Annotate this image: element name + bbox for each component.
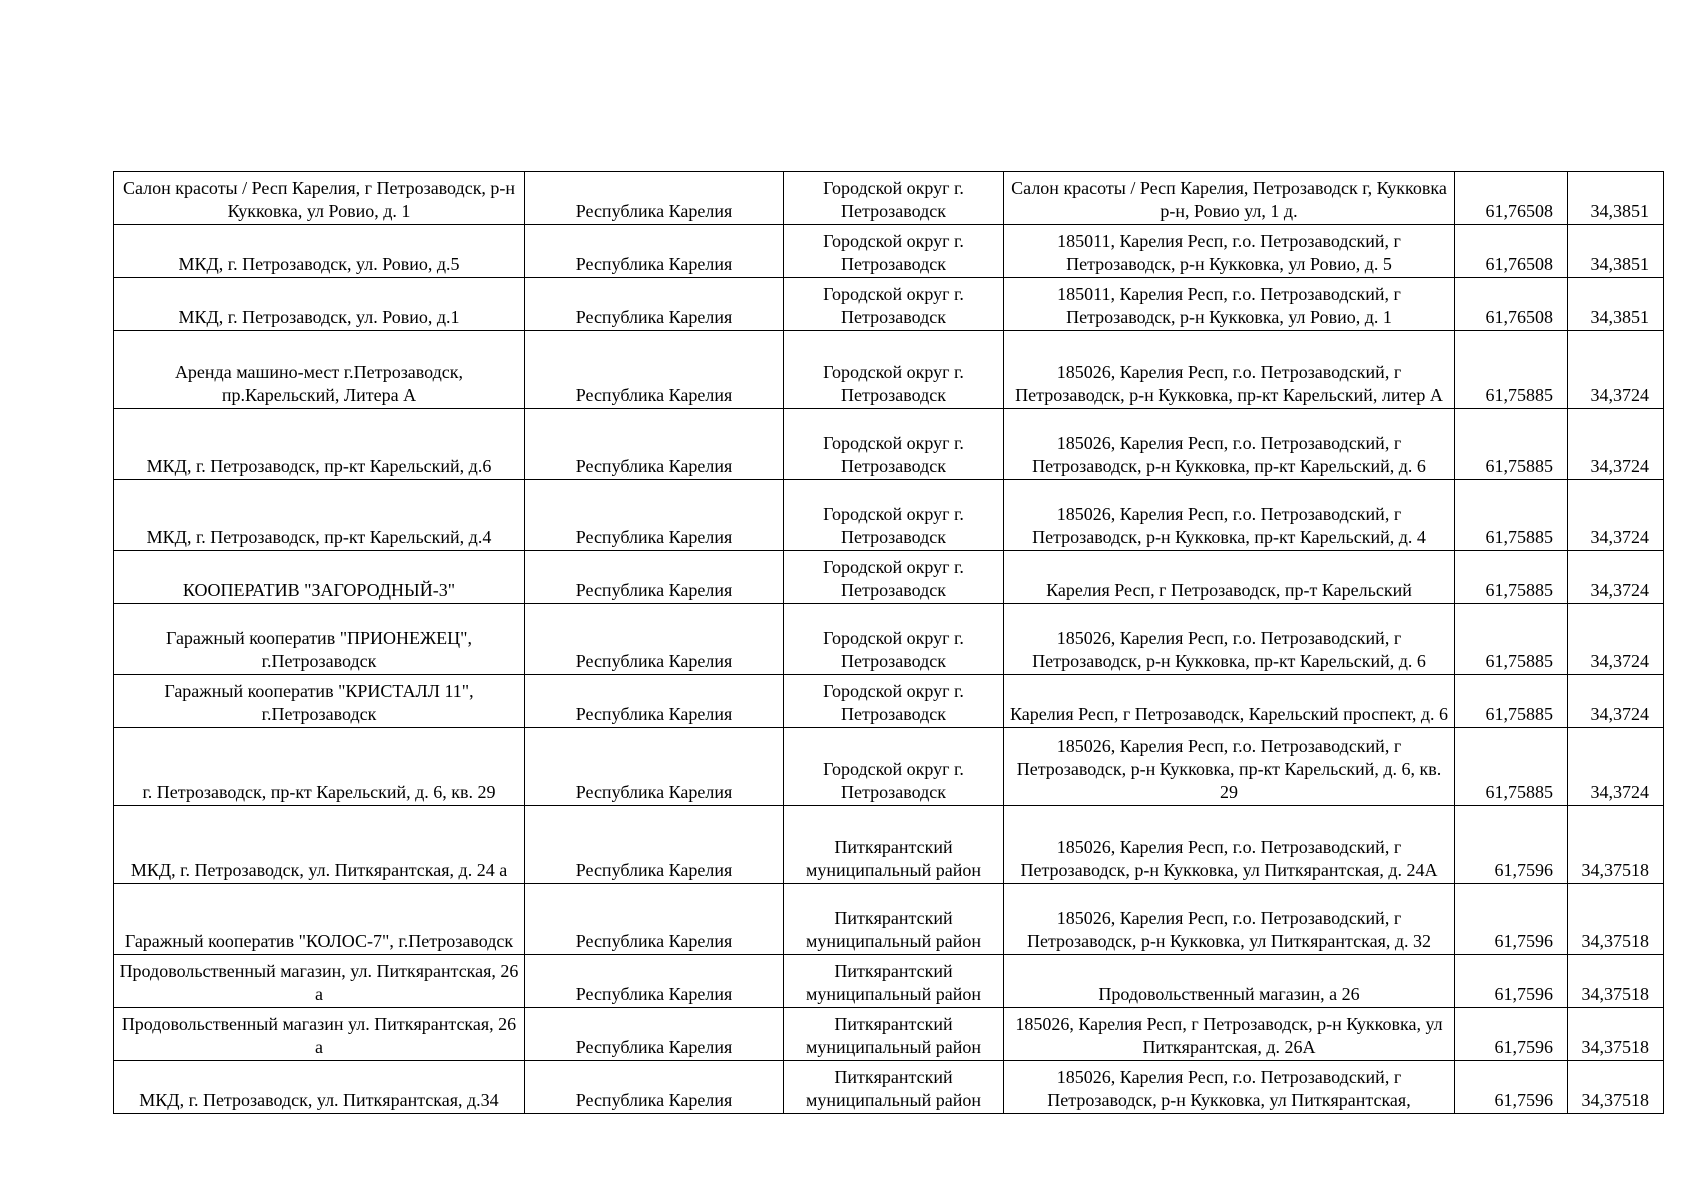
- object-name-cell: Гаражный кооператив "КРИСТАЛЛ 11", г.Петрозаводск: [114, 675, 525, 728]
- object-name-cell: Продовольственный магазин, ул. Питкярантская, 26 а: [114, 955, 525, 1008]
- object-name-cell: МКД, г. Петрозаводск, ул. Питкярантская, д. 24 а: [114, 806, 525, 884]
- region-cell: Республика Карелия: [525, 604, 784, 675]
- table-row: [114, 728, 1664, 806]
- district-cell: Городской округ г. Петрозаводск: [784, 604, 1004, 675]
- table-row: [114, 1061, 1664, 1114]
- object-name-cell: МКД, г. Петрозаводск, ул. Ровио, д.1: [114, 278, 525, 331]
- district-cell: Городской округ г. Петрозаводск: [784, 728, 1004, 806]
- district-cell: Питкярантский муниципальный район: [784, 806, 1004, 884]
- district-cell: Городской округ г. Петрозаводск: [784, 409, 1004, 480]
- longitude-cell: 34,3724: [1568, 604, 1664, 675]
- region-cell: Республика Карелия: [525, 728, 784, 806]
- table-row: [114, 278, 1664, 331]
- object-name-cell: Салон красоты / Респ Карелия, г Петрозаводск, р-н Кукковка, ул Ровио, д. 1: [114, 172, 525, 225]
- region-cell: Республика Карелия: [525, 955, 784, 1008]
- object-name-cell: Продовольственный магазин ул. Питкярантская, 26 а: [114, 1008, 525, 1061]
- latitude-cell: 61,7596: [1455, 955, 1568, 1008]
- table-row: [114, 1008, 1664, 1061]
- region-cell: Республика Карелия: [525, 278, 784, 331]
- address-cell: Продовольственный магазин, а 26: [1004, 955, 1455, 1008]
- latitude-cell: 61,75885: [1455, 480, 1568, 551]
- address-cell: Карелия Респ, г Петрозаводск, Карельский проспект, д. 6: [1004, 675, 1455, 728]
- latitude-cell: 61,75885: [1455, 409, 1568, 480]
- district-cell: Городской округ г. Петрозаводск: [784, 480, 1004, 551]
- table-row: [114, 172, 1664, 225]
- region-cell: Республика Карелия: [525, 675, 784, 728]
- address-table: [113, 171, 1664, 1114]
- district-cell: Питкярантский муниципальный район: [784, 1061, 1004, 1114]
- latitude-cell: 61,75885: [1455, 675, 1568, 728]
- longitude-cell: 34,3724: [1568, 728, 1664, 806]
- address-cell: 185011, Карелия Респ, г.о. Петрозаводский, г Петрозаводск, р-н Кукковка, ул Ровио, д. 1: [1004, 278, 1455, 331]
- district-cell: Питкярантский муниципальный район: [784, 1008, 1004, 1061]
- district-cell: Питкярантский муниципальный район: [784, 955, 1004, 1008]
- latitude-cell: 61,7596: [1455, 806, 1568, 884]
- address-cell: Салон красоты / Респ Карелия, Петрозаводск г, Кукковка р-н, Ровио ул, 1 д.: [1004, 172, 1455, 225]
- address-cell: 185026, Карелия Респ, г.о. Петрозаводский, г Петрозаводск, р-н Кукковка, ул Питкярантская, д. 32: [1004, 884, 1455, 955]
- table-row: [114, 806, 1664, 884]
- longitude-cell: 34,37518: [1568, 884, 1664, 955]
- latitude-cell: 61,7596: [1455, 884, 1568, 955]
- region-cell: Республика Карелия: [525, 551, 784, 604]
- district-cell: Городской округ г. Петрозаводск: [784, 172, 1004, 225]
- region-cell: Республика Карелия: [525, 225, 784, 278]
- longitude-cell: 34,3724: [1568, 480, 1664, 551]
- longitude-cell: 34,37518: [1568, 1061, 1664, 1114]
- region-cell: Республика Карелия: [525, 1008, 784, 1061]
- district-cell: Городской округ г. Петрозаводск: [784, 225, 1004, 278]
- longitude-cell: 34,3724: [1568, 551, 1664, 604]
- table-row: [114, 331, 1664, 409]
- address-cell: 185026, Карелия Респ, г.о. Петрозаводский, г Петрозаводск, р-н Кукковка, пр-кт Карельский, д. 4: [1004, 480, 1455, 551]
- longitude-cell: 34,3724: [1568, 675, 1664, 728]
- object-name-cell: МКД, г. Петрозаводск, ул. Ровио, д.5: [114, 225, 525, 278]
- longitude-cell: 34,3724: [1568, 331, 1664, 409]
- longitude-cell: 34,37518: [1568, 955, 1664, 1008]
- region-cell: Республика Карелия: [525, 1061, 784, 1114]
- latitude-cell: 61,76508: [1455, 172, 1568, 225]
- latitude-cell: 61,76508: [1455, 278, 1568, 331]
- table-row: [114, 675, 1664, 728]
- longitude-cell: 34,3851: [1568, 225, 1664, 278]
- object-name-cell: г. Петрозаводск, пр-кт Карельский, д. 6, кв. 29: [114, 728, 525, 806]
- latitude-cell: 61,76508: [1455, 225, 1568, 278]
- district-cell: Городской округ г. Петрозаводск: [784, 331, 1004, 409]
- table-row: [114, 409, 1664, 480]
- address-cell: Карелия Респ, г Петрозаводск, пр-т Карельский: [1004, 551, 1455, 604]
- address-cell: 185026, Карелия Респ, г.о. Петрозаводский, г Петрозаводск, р-н Кукковка, пр-кт Карельский, д. 6: [1004, 409, 1455, 480]
- district-cell: Городской округ г. Петрозаводск: [784, 278, 1004, 331]
- longitude-cell: 34,3851: [1568, 278, 1664, 331]
- longitude-cell: 34,3724: [1568, 409, 1664, 480]
- district-cell: Питкярантский муниципальный район: [784, 884, 1004, 955]
- latitude-cell: 61,75885: [1455, 728, 1568, 806]
- region-cell: Республика Карелия: [525, 172, 784, 225]
- latitude-cell: 61,7596: [1455, 1008, 1568, 1061]
- address-cell: 185026, Карелия Респ, г.о. Петрозаводский, г Петрозаводск, р-н Кукковка, ул Питкярантская, д. 24А: [1004, 806, 1455, 884]
- object-name-cell: Гаражный кооператив "ПРИОНЕЖЕЦ", г.Петрозаводск: [114, 604, 525, 675]
- region-cell: Республика Карелия: [525, 409, 784, 480]
- district-cell: Городской округ г. Петрозаводск: [784, 551, 1004, 604]
- table-row: [114, 884, 1664, 955]
- address-cell: 185026, Карелия Респ, г.о. Петрозаводский, г Петрозаводск, р-н Кукковка, пр-кт Карельский, д. 6: [1004, 604, 1455, 675]
- object-name-cell: МКД, г. Петрозаводск, пр-кт Карельский, д.6: [114, 409, 525, 480]
- latitude-cell: 61,75885: [1455, 551, 1568, 604]
- latitude-cell: 61,7596: [1455, 1061, 1568, 1114]
- object-name-cell: МКД, г. Петрозаводск, ул. Питкярантская, д.34: [114, 1061, 525, 1114]
- address-cell: 185026, Карелия Респ, г.о. Петрозаводский, г Петрозаводск, р-н Кукковка, ул Питкярантская,: [1004, 1061, 1455, 1114]
- table-row: [114, 225, 1664, 278]
- region-cell: Республика Карелия: [525, 806, 784, 884]
- latitude-cell: 61,75885: [1455, 604, 1568, 675]
- object-name-cell: МКД, г. Петрозаводск, пр-кт Карельский, д.4: [114, 480, 525, 551]
- address-cell: 185011, Карелия Респ, г.о. Петрозаводский, г Петрозаводск, р-н Кукковка, ул Ровио, д. 5: [1004, 225, 1455, 278]
- table-row: [114, 604, 1664, 675]
- longitude-cell: 34,37518: [1568, 1008, 1664, 1061]
- region-cell: Республика Карелия: [525, 884, 784, 955]
- object-name-cell: Аренда машино-мест г.Петрозаводск, пр.Карельский, Литера А: [114, 331, 525, 409]
- table-row: [114, 955, 1664, 1008]
- document-sheet: [113, 171, 1664, 1114]
- table-row: [114, 551, 1664, 604]
- longitude-cell: 34,3851: [1568, 172, 1664, 225]
- object-name-cell: КООПЕРАТИВ "ЗАГОРОДНЫЙ-3": [114, 551, 525, 604]
- region-cell: Республика Карелия: [525, 480, 784, 551]
- object-name-cell: Гаражный кооператив "КОЛОС-7", г.Петрозаводск: [114, 884, 525, 955]
- region-cell: Республика Карелия: [525, 331, 784, 409]
- latitude-cell: 61,75885: [1455, 331, 1568, 409]
- longitude-cell: 34,37518: [1568, 806, 1664, 884]
- table-row: [114, 480, 1664, 551]
- address-cell: 185026, Карелия Респ, г.о. Петрозаводский, г Петрозаводск, р-н Кукковка, пр-кт Карельский, литер А: [1004, 331, 1455, 409]
- district-cell: Городской округ г. Петрозаводск: [784, 675, 1004, 728]
- address-cell: 185026, Карелия Респ, г Петрозаводск, р-н Кукковка, ул Питкярантская, д. 26А: [1004, 1008, 1455, 1061]
- address-cell: 185026, Карелия Респ, г.о. Петрозаводский, г Петрозаводск, р-н Кукковка, пр-кт Карельский, д. 6, кв. 29: [1004, 728, 1455, 806]
